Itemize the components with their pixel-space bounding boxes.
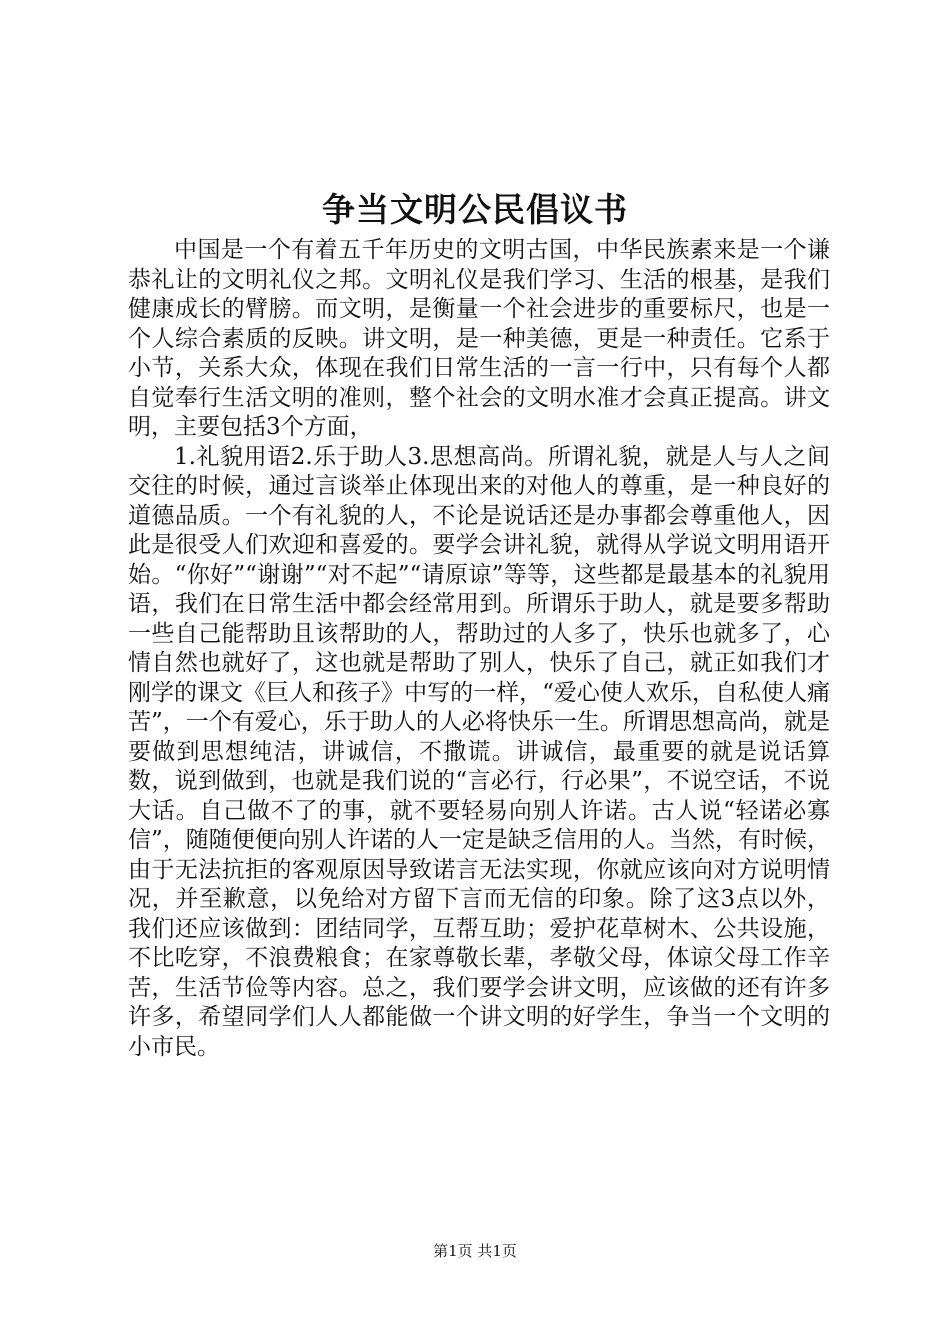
document-body	[128, 236, 830, 1062]
document-title: 争当文明公民倡议书	[322, 190, 628, 229]
page-number-footer: 第1页 共1页	[433, 1242, 517, 1260]
paragraph-intro: 中国是一个有着五千年历史的文明古国，中华民族素来是一个谦恭礼让的文明礼仪之邦。文明礼仪是我们学习、生活的根基，是我们健康成长的臂膀。而文明，是衡量一个社会进步的重要标尺，也是一个人综合素质的反映。讲文明，是一种美德，更是一种责任。它系于小节，关系大众，体现在我们日常生活的一言一行中，只有每个人都自觉奉行生活文明的准则，整个社会的文明水准才会真正提高。讲文明，主要包括3个方面，	[128, 237, 830, 440]
paragraph-main: 1.礼貌用语2.乐于助人3.思想高尚。所谓礼貌，就是人与人之间交往的时候，通过言谈举止体现出来的对他人的尊重，是一种良好的道德品质。一个有礼貌的人，不论是说话还是办事都会尊重他人，因此是很受人们欢迎和喜爱的。要学会讲礼貌，就得从学说文明用语开始。“你好”“谢谢”“对不起”“请原谅”等等，这些都是最基本的礼貌用语，我们在日常生活中都会经常用到。所谓乐于助人，就是要多帮助一些自己能帮助且该帮助的人，帮助过的人多了，快乐也就多了，心情自然也就好了，这也就是帮助了别人，快乐了自己，就正如我们才刚学的课文《巨人和孩子》中写的一样，“爱心使人欢乐，自私使人痛苦”，一个有爱心，乐于助人的人必将快乐一生。所谓思想高尚，就是要做到思想纯洁，讲诚信，不撒谎。讲诚信，最重要的就是说话算数，说到做到，也就是我们说的“言必行，行必果”，不说空话，不说大话。自己做不了的事，就不要轻易向别人许诺。古人说“轻诺必寡信”，随随便便向别人许诺的人一定是缺乏信用的人。当然，有时候，由于无法抗拒的客观原因导致诺言无法实现，你就应该向对方说明情况，并至歉意，以免给对方留下言而无信的印象。除了这3点以外，我们还应该做到：团结同学，互帮互助；爱护花草树木、公共设施，不比吃穿，不浪费粮食；在家尊敬长辈，孝敬父母，体谅父母工作辛苦，生活节俭等内容。总之，我们要学会讲文明，应该做的还有许多许多，希望同学们人人都能做一个讲文明的好学生，争当一个文明的小市民。	[128, 443, 830, 1060]
